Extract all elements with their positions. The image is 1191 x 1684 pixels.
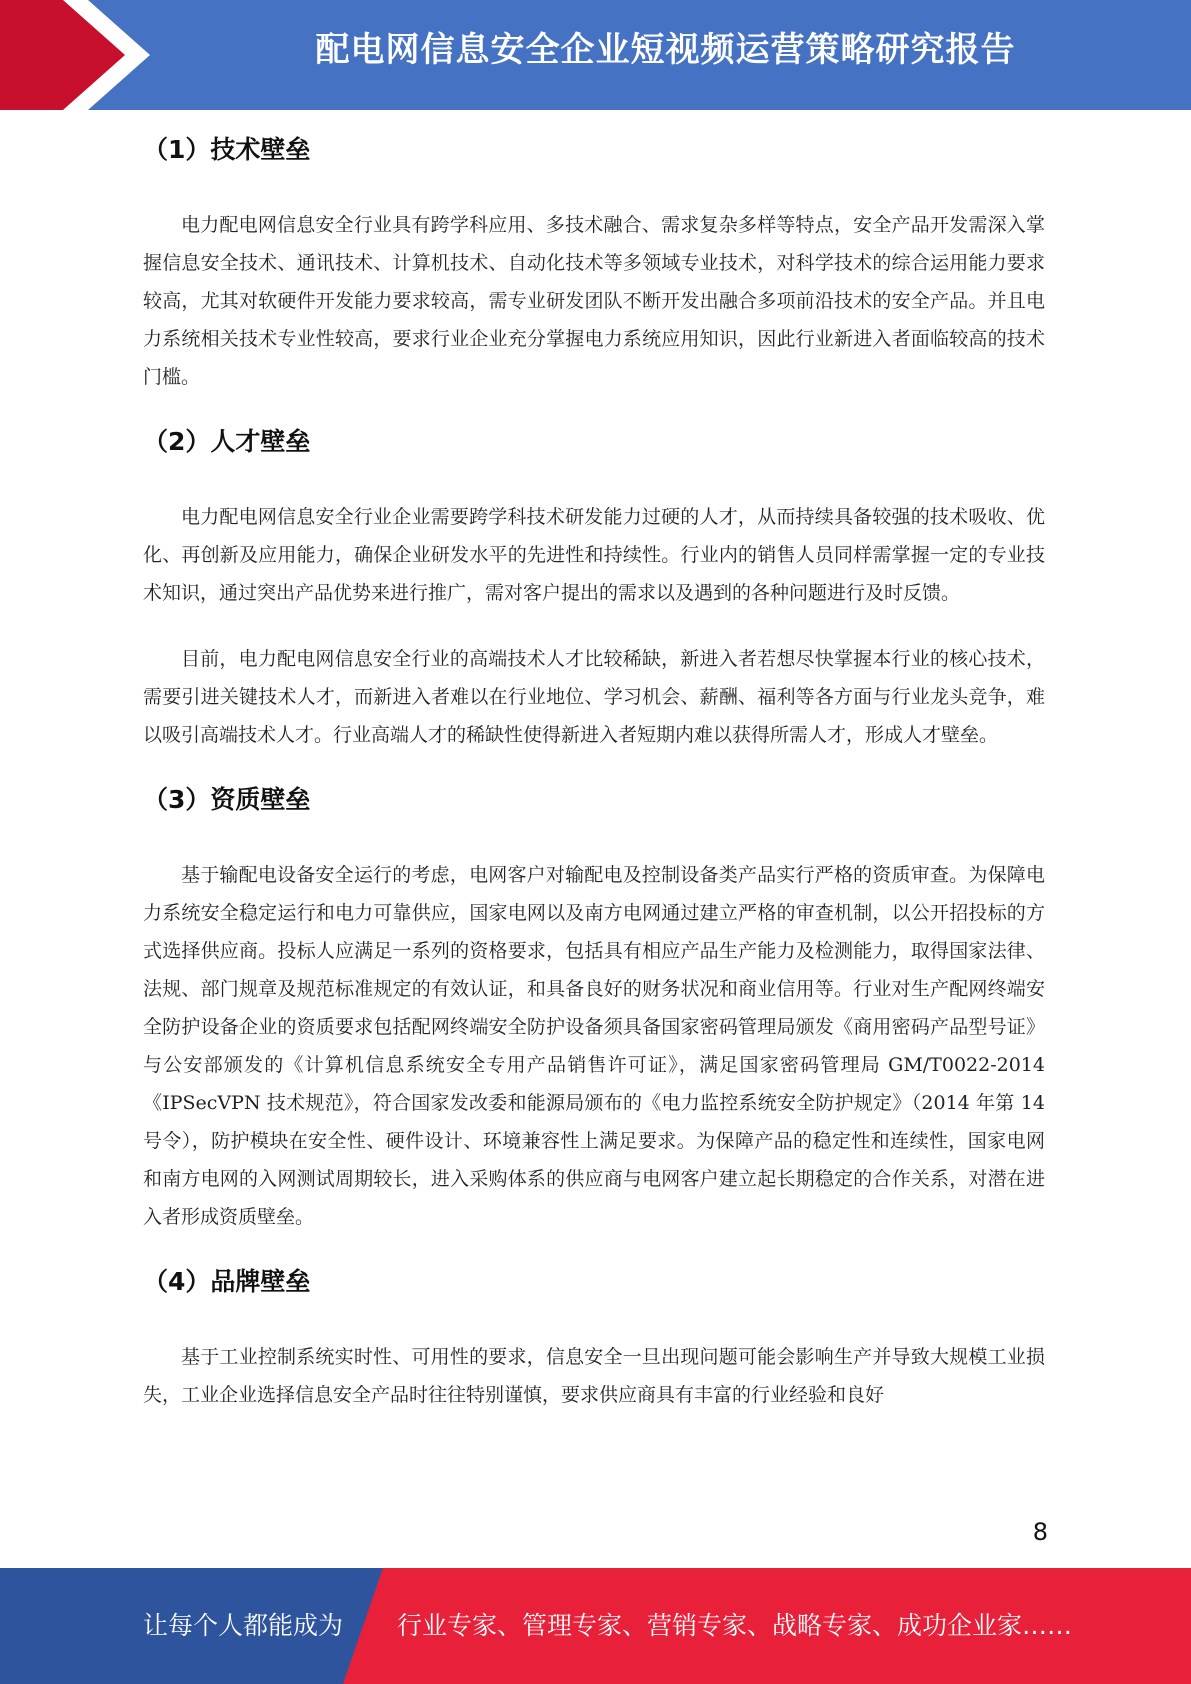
section-heading-talent: （2）人才壁垒 [143, 427, 311, 456]
section-heading-brand: （4）品牌壁垒 [143, 1267, 311, 1296]
footer-slogan-right: 行业专家、管理专家、营销专家、战略专家、成功企业家…… [397, 1611, 1073, 1640]
footer-slogan-left: 让每个人都能成为 [143, 1611, 344, 1640]
paragraph-brand: 基于工业控制系统实时性、可用性的要求，信息安全一旦出现问题可能会影响生产并导致大规模工业损失，工业企业选择信息安全产品时往往特别谨慎，要求供应商具有丰富的行业经验和良好 [143, 1346, 1045, 1406]
paragraph-talent-1: 电力配电网信息安全行业企业需要跨学科技术研发能力过硬的人才，从而持续具备较强的技术吸收、优化、再创新及应用能力，确保企业研发水平的先进性和持续性。行业内的销售人员同样需掌握一定的专业技术知识，通过突出产品优势来进行推广，需对客户提出的需求以及遇到的各种问题进行及时反馈。 [143, 506, 1045, 604]
section-heading-technology: （1）技术壁垒 [143, 135, 311, 164]
header-title: 配电网信息安全企业短视频运营策略研究报告 [315, 30, 1016, 70]
section-heading-qualification: （3）资质壁垒 [143, 785, 311, 814]
paragraph-talent-2: 目前，电力配电网信息安全行业的高端技术人才比较稀缺，新进入者若想尽快掌握本行业的核心技术，需要引进关键技术人才，而新进入者难以在行业地位、学习机会、薪酬、福利等各方面与行业龙头竞争，难以吸引高端技术人才。行业高端人才的稀缺性使得新进入者短期内难以获得所需人才，形成人才壁垒。 [143, 648, 1045, 746]
header-banner [0, 0, 1191, 110]
paragraph-technology: 电力配电网信息安全行业具有跨学科应用、多技术融合、需求复杂多样等特点，安全产品开发需深入掌握信息安全技术、通讯技术、计算机技术、自动化技术等多领域专业技术，对科学技术的综合运用能力要求较高，尤其对软硬件开发能力要求较高，需专业研发团队不断开发出融合多项前沿技术的安全产品。并且电力系统相关技术专业性较高，要求行业企业充分掌握电力系统应用知识，因此行业新进入者面临较高的技术门槛。 [143, 214, 1045, 388]
document-body [143, 128, 1045, 1438]
page-number: 8 [1032, 1518, 1048, 1546]
footer-banner [0, 1568, 1191, 1684]
paragraph-qualification: 基于输配电设备安全运行的考虑，电网客户对输配电及控制设备类产品实行严格的资质审查。为保障电力系统安全稳定运行和电力可靠供应，国家电网以及南方电网通过建立严格的审查机制，以公开招投标的方式选择供应商。投标人应满足一系列的资格要求，包括具有相应产品生产能力及检测能力，取得国家法律、法规、部门规章及规范标准规定的有效认证，和具备良好的财务状况和商业信用等。行业对生产配网终端安全防护设备企业的资质要求包括配网终端安全防护设备须具备国家密码管理局颁发《商用密码产品型号证》与公安部颁发的《计算机信息系统安全专用产品销售许可证》，满足国家密码管理局 GM/T0022-2014《IPSecVPN 技术规范》，符合国家发改委和能源局颁布的《电力监控系统安全防护规定》（2014 年第 14 号令），防护模块在安全性、硬件设计、环境兼容性上满足要求。为保障产品的稳定性和连续性，国家电网和南方电网的入网测试周期较长，进入采购体系的供应商与电网客户建立起长期稳定的合作关系，对潜在进入者形成资质壁垒。 [143, 864, 1045, 1228]
